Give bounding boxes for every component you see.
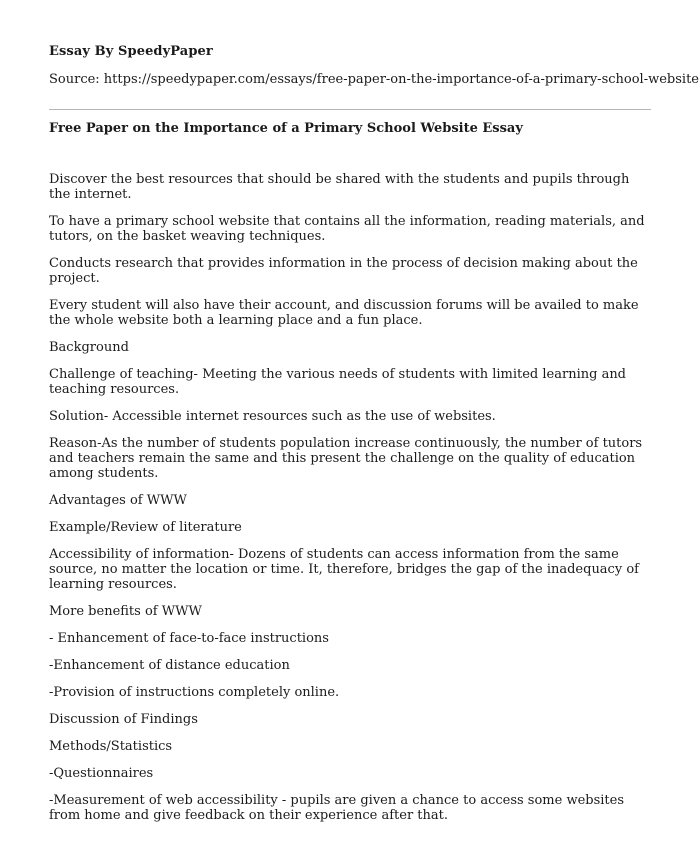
section-heading-benefits: More benefits of WWW <box>49 604 202 619</box>
list-item: -Enhancement of distance education <box>49 658 290 673</box>
list-item: -Measurement of web accessibility - pupils are given a chance to access some websites from home and give feedback on their experience after that. <box>49 793 625 823</box>
section-heading-review: Example/Review of literature <box>49 520 242 535</box>
list-item: -Questionnaires <box>49 766 154 781</box>
section-heading-discussion: Discussion of Findings <box>49 712 198 727</box>
essay-title: Free Paper on the Importance of a Primary School Website Essay <box>49 121 523 136</box>
document-header-title: Essay By SpeedyPaper <box>49 44 213 59</box>
essay-paragraph: Every student will also have their account, and discussion forums will be availed to make the whole website both a learning place and a fun place. <box>49 298 639 328</box>
document-source-line: Source: https://speedypaper.com/essays/free-paper-on-the-importance-of-a-primary-school-website <box>49 72 699 87</box>
header-divider <box>49 109 651 110</box>
list-item: -Provision of instructions completely online. <box>49 685 340 700</box>
essay-paragraph: Challenge of teaching- Meeting the various needs of students with limited learning and teaching resources. <box>49 367 627 397</box>
essay-paragraph: Conducts research that provides information in the process of decision making about the project. <box>49 256 638 286</box>
section-heading-background: Background <box>49 340 129 355</box>
section-heading-methods: Methods/Statistics <box>49 739 173 754</box>
essay-paragraph: Accessibility of information- Dozens of students can access information from the same source, no matter the location or time. It, therefore, bridges the gap of the inadequacy of learning resources. <box>49 547 639 592</box>
essay-paragraph: Solution- Accessible internet resources such as the use of websites. <box>49 409 496 424</box>
essay-body <box>49 172 654 835</box>
section-heading-advantages: Advantages of WWW <box>49 493 187 508</box>
essay-paragraph: Reason-As the number of students population increase continuously, the number of tutors and teachers remain the same and this present the challenge on the quality of education among students. <box>49 436 643 481</box>
essay-paragraph: To have a primary school website that contains all the information, reading materials, and tutors, on the basket weaving techniques. <box>49 214 645 244</box>
list-item: - Enhancement of face-to-face instructions <box>49 631 329 646</box>
essay-paragraph: Discover the best resources that should be shared with the students and pupils through the internet. <box>49 172 630 202</box>
